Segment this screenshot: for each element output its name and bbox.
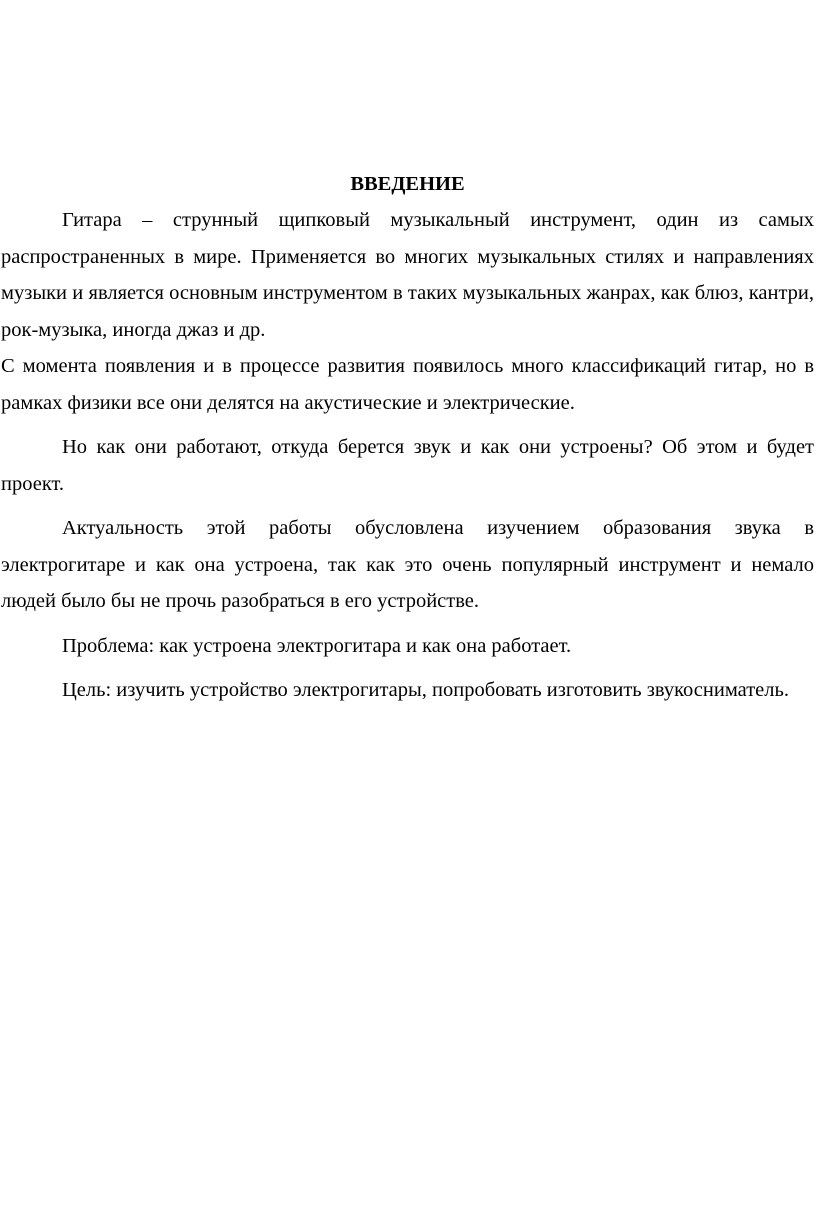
paragraph-problem: Проблема: как устроена электрогитара и как она работает. <box>62 634 572 657</box>
document-body <box>1 166 814 709</box>
page-title: ВВЕДЕНИЕ <box>350 173 465 195</box>
paragraph-goal: Цель: изучить устройство электрогитары, попробовать изготовить звукосниматель. <box>62 679 789 701</box>
paragraph-relevance: Актуальность этой работы обусловлена изучением образования звука в электрогитаре и как она устроена, так как это очень популярный инструмент и немало людей было бы не прочь разобраться в его устройстве. <box>1 517 814 612</box>
paragraph-classification: С момента появления и в процессе развития появилось много классификаций гитар, но в рамках физики все они делятся на акустические и электрические. <box>1 355 814 414</box>
paragraph-question: Но как они работают, откуда берется звук и как они устроены? Об этом и будет проект. <box>1 436 814 495</box>
paragraph-guitar-definition: Гитара – струнный щипковый музыкальный инструмент, один из самых распространенных в мире. Применяется во многих музыкальных стилях и направлениях музыки и является основным инструментом в таких музыкальных жанрах, как блюз, кантри, рок-музыка, иногда джаз и др. <box>1 209 814 341</box>
